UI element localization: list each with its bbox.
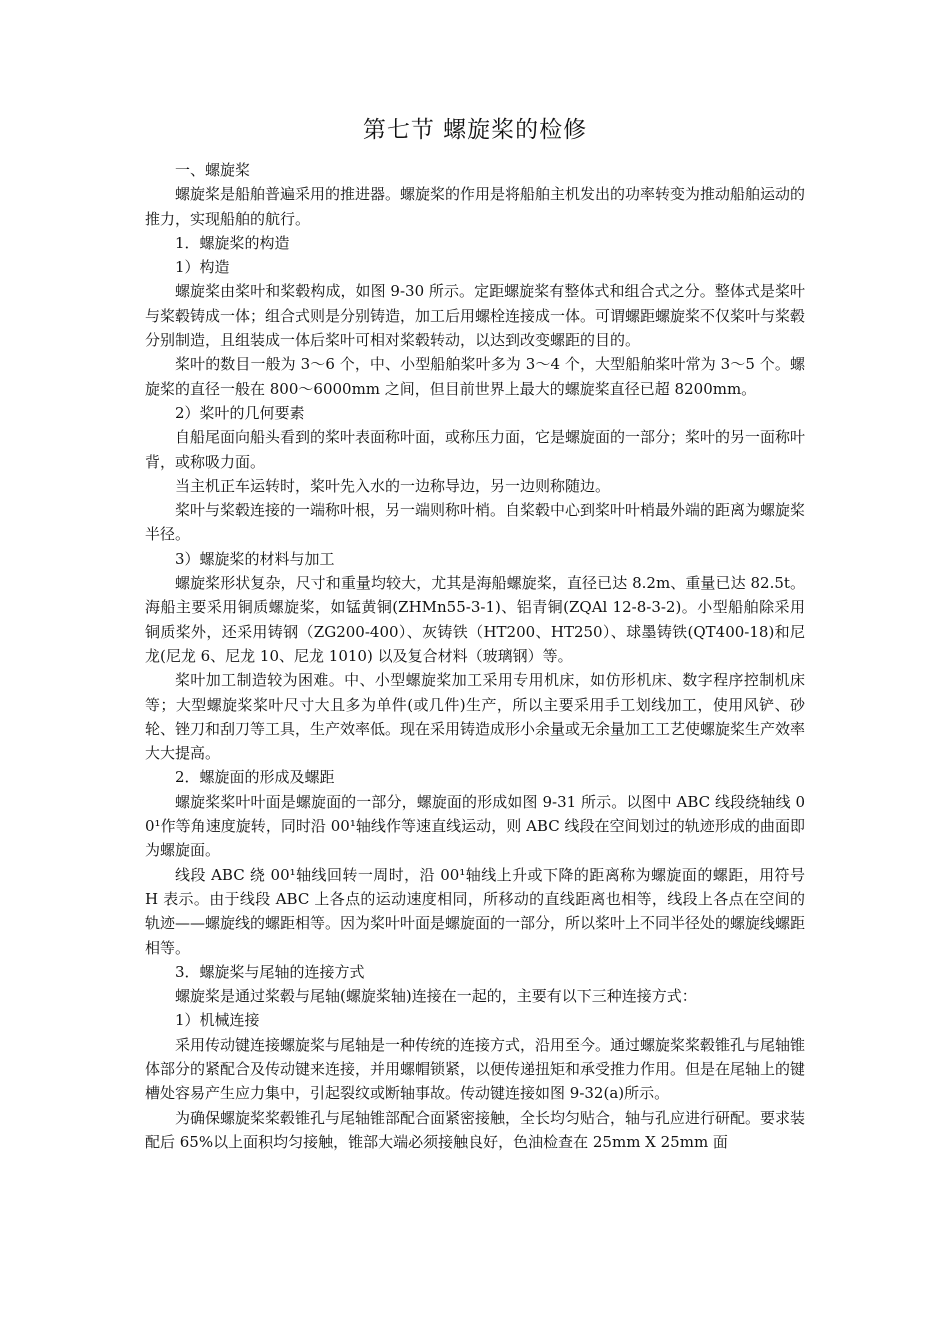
body-paragraph: 螺旋桨桨叶叶面是螺旋面的一部分，螺旋面的形成如图 9-31 所示。以图中 ABC 线段绕轴线 00¹作等角速度旋转，同时沿 00¹轴线作等速直线运动，则 ABC 线段在空间划过的轨迹形成的曲面即为螺旋面。 xyxy=(145,792,805,860)
body-paragraph: 螺旋桨形状复杂，尺寸和重量均较大，尤其是海船螺旋桨，直径已达 8.2m、重量已达 82.5t。海船主要采用铜质螺旋桨，如锰黄铜(ZHMn55-3-1)、铝青铜(ZQAl 12-8-3-2)。小型船舶除采用铜质桨外，还采用铸钢（ZG200-400）、灰铸铁（HT200、HT250）、球墨铸铁(QT400-18)和尼龙(尼龙 6、尼龙 10、尼龙 1010) 以及复合材料（玻璃钢）等。 xyxy=(145,574,805,665)
body-paragraph: 螺旋桨是通过桨毂与尾轴(螺旋桨轴)连接在一起的，主要有以下三种连接方式： xyxy=(175,987,697,1006)
body-paragraph: 桨叶与桨毂连接的一端称叶根，另一端则称叶梢。自桨毂中心到桨叶叶梢最外端的距离为螺旋桨半径。 xyxy=(145,501,806,544)
section-heading: 1）构造 xyxy=(175,258,230,277)
section-heading: 3．螺旋桨与尾轴的连接方式 xyxy=(175,962,365,981)
body-paragraph: 自船尾面向船头看到的桨叶表面称叶面，或称压力面，它是螺旋面的一部分；桨叶的另一面称叶背，或称吸力面。 xyxy=(145,428,806,471)
body-paragraph: 采用传动键连接螺旋桨与尾轴是一种传统的连接方式，沿用至今。通过螺旋桨桨毂锥孔与尾轴锥体部分的紧配合及传动键来连接，并用螺帽锁紧，以便传递扭矩和承受推力作用。但是在尾轴上的键槽处容易产生应力集中，引起裂纹或断轴事故。传动键连接如图 9-32(a)所示。 xyxy=(145,1035,806,1103)
document-body xyxy=(145,158,805,1154)
section-heading: 一、螺旋桨 xyxy=(175,161,251,179)
section-heading: 2．螺旋面的形成及螺距 xyxy=(175,768,335,787)
section-heading: 1．螺旋桨的构造 xyxy=(175,233,290,252)
page-title: 第七节 螺旋桨的检修 xyxy=(362,117,588,143)
section-heading: 1）机械连接 xyxy=(175,1011,260,1030)
body-paragraph: 桨叶加工制造较为困难。中、小型螺旋桨加工采用专用机床，如仿形机床、数字程序控制机床等；大型螺旋桨桨叶尺寸大且多为单件(或几件)生产，所以主要采用手工划线加工，使用风铲、砂轮、锉刀和刮刀等工具，生产效率低。现在采用铸造成形小余量或无余量加工工艺使螺旋桨生产效率大大提高。 xyxy=(145,671,806,763)
body-paragraph: 当主机正车运转时，桨叶先入水的一边称导边，另一边则称随边。 xyxy=(175,476,611,495)
document-page xyxy=(145,112,805,1154)
body-paragraph: 线段 ABC 绕 00¹轴线回转一周时，沿 00¹轴线上升或下降的距离称为螺旋面的螺距，用符号 H 表示。由于线段 ABC 上各点的运动速度相同，所移动的直线距离也相等，线段上各点在空间的轨迹——螺旋线的螺距相等。因为桨叶叶面是螺旋面的一部分，所以桨叶上不同半径处的螺旋线螺距相等。 xyxy=(145,865,806,957)
body-paragraph: 螺旋桨是船舶普遍采用的推进器。螺旋桨的作用是将船舶主机发出的功率转变为推动船舶运动的推力，实现船舶的航行。 xyxy=(145,185,806,228)
section-heading: 3）螺旋桨的材料与加工 xyxy=(175,549,335,568)
section-heading: 2）桨叶的几何要素 xyxy=(175,403,305,422)
body-paragraph: 螺旋桨由桨叶和桨毂构成，如图 9-30 所示。定距螺旋桨有整体式和组合式之分。整体式是桨叶与桨毂铸成一体；组合式则是分别铸造，加工后用螺栓连接成一体。可谓螺距螺旋桨不仅桨叶与桨毂分别制造，且组装成一体后桨叶可相对桨毂转动，以达到改变螺距的目的。 xyxy=(145,282,806,350)
body-paragraph: 为确保螺旋桨桨毂锥孔与尾轴锥部配合面紧密接触，全长均匀贴合，轴与孔应进行研配。要求装配后 65%以上面积均匀接触，锥部大端必须接触良好，色油检查在 25mm X 25mm 面 xyxy=(145,1108,806,1151)
body-paragraph: 桨叶的数目一般为 3～6 个，中、小型船舶桨叶多为 3～4 个，大型船舶桨叶常为 3～5 个。螺旋桨的直径一般在 800～6000mm 之间，但目前世界上最大的螺旋桨直径已超 8200mm。 xyxy=(145,355,805,398)
